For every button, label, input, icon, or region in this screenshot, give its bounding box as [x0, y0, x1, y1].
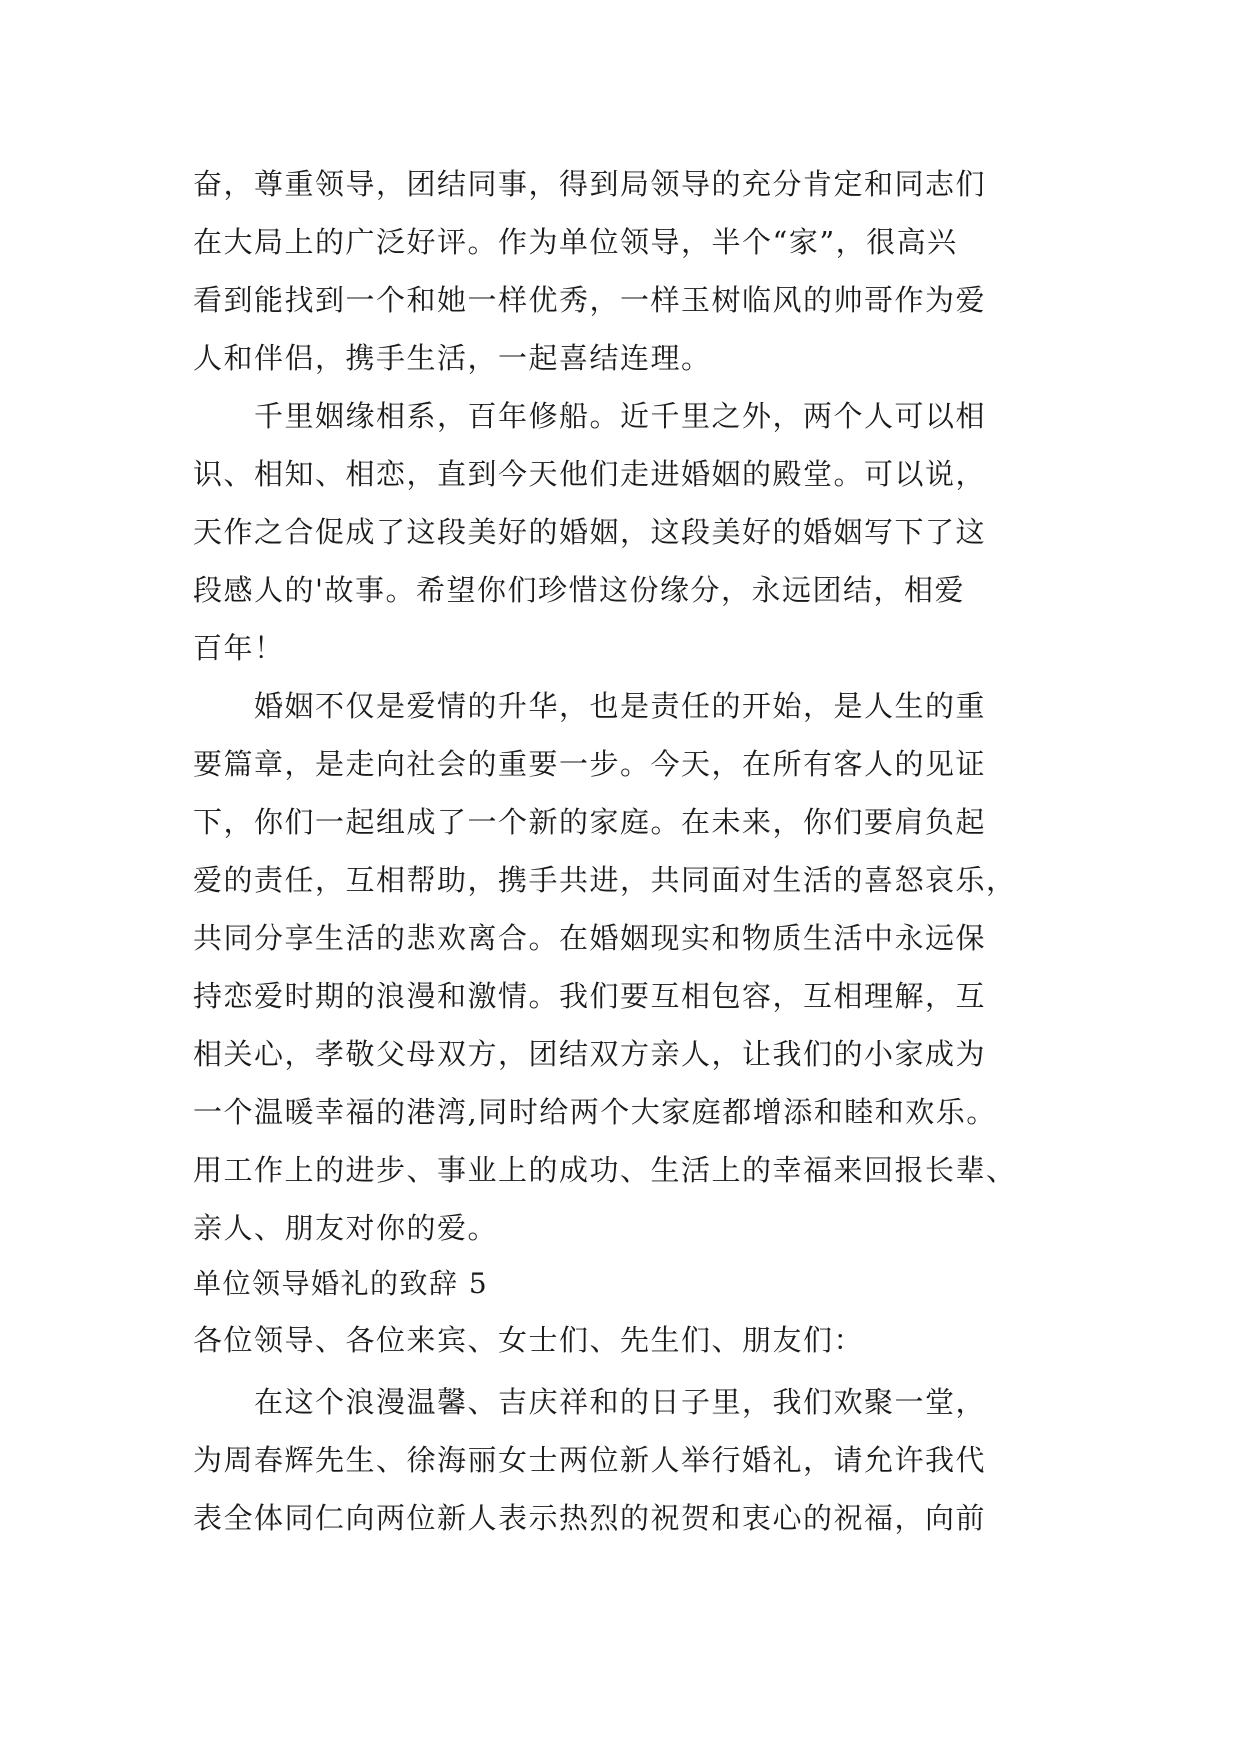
text-line: 人和伴侣，携手生活，一起喜结连理。 [193, 341, 712, 375]
text-line: 奋，尊重领导，团结同事，得到局领导的充分肯定和同志们 [193, 167, 987, 201]
text-line: 一个温暖幸福的港湾,同时给两个大家庭都增添和睦和欢乐。 [193, 1095, 997, 1129]
text-line: 婚姻不仅是爱情的升华，也是责任的开始，是人生的重 [193, 689, 987, 723]
text-line: 表全体同仁向两位新人表示热烈的祝贺和衷心的祝福，向前 [193, 1501, 987, 1535]
text-line: 爱的责任，互相帮助，携手共进，共同面对生活的喜怒哀乐， [193, 863, 1017, 897]
text-line: 为周春辉先生、徐海丽女士两位新人举行婚礼，请允许我代 [193, 1443, 987, 1477]
text-line: 亲人、朋友对你的爱。 [193, 1211, 499, 1245]
salutation-line: 各位领导、各位来宾、女士们、先生们、朋友们： [193, 1323, 865, 1357]
text-line: 天作之合促成了这段美好的婚姻，这段美好的婚姻写下了这 [193, 515, 987, 549]
text-line: 段感人的'故事。希望你们珍惜这份缘分，永远团结，相爱 [193, 573, 965, 607]
text-line: 识、相知、相恋，直到今天他们走进婚姻的殿堂。可以说， [193, 457, 987, 491]
text-line: 千里姻缘相系，百年修船。近千里之外，两个人可以相 [193, 399, 987, 433]
text-line: 百年！ [193, 631, 285, 665]
text-line: 看到能找到一个和她一样优秀，一样玉树临风的帅哥作为爱 [193, 283, 987, 317]
text-line: 共同分享生活的悲欢离合。在婚姻现实和物质生活中永远保 [193, 921, 987, 955]
text-line: 下，你们一起组成了一个新的家庭。在未来，你们要肩负起 [193, 805, 987, 839]
text-line: 用工作上的进步、事业上的成功、生活上的幸福来回报长辈、 [193, 1153, 1017, 1187]
section-heading: 单位领导婚礼的致辞 5 [193, 1267, 489, 1300]
text-line: 相关心，孝敬父母双方，团结双方亲人，让我们的小家成为 [193, 1037, 987, 1071]
text-line: 持恋爱时期的浪漫和激情。我们要互相包容，互相理解，互 [193, 979, 987, 1013]
text-line: 要篇章，是走向社会的重要一步。今天，在所有客人的见证 [193, 747, 987, 781]
text-line: 在大局上的广泛好评。作为单位领导，半个“家”，很高兴 [193, 225, 958, 259]
text-line: 在这个浪漫温馨、吉庆祥和的日子里，我们欢聚一堂， [193, 1385, 987, 1419]
